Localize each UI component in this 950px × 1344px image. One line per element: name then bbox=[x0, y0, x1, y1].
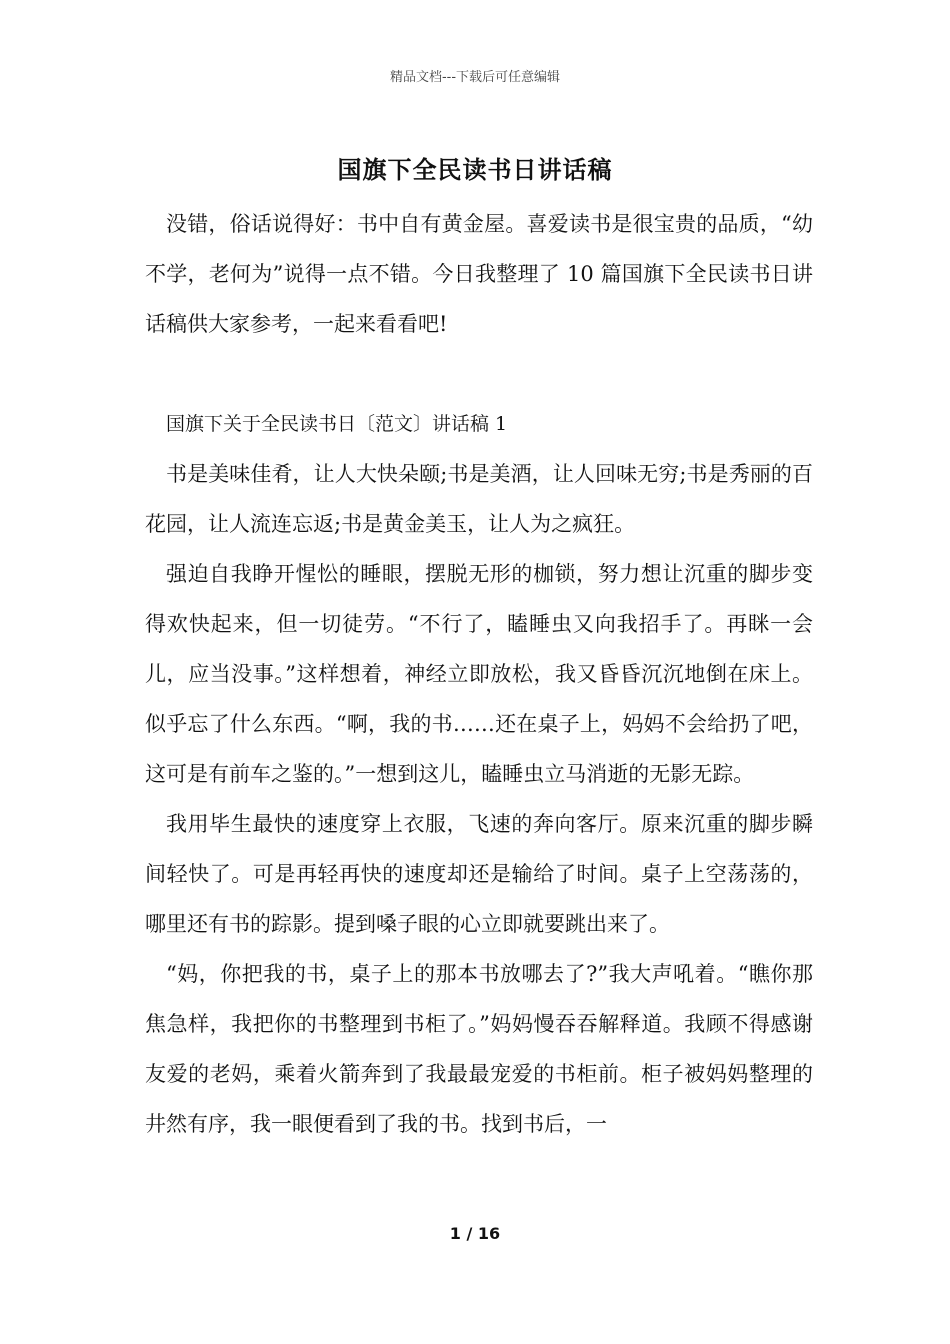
body-paragraph: 强迫自我睁开惺忪的睡眼，摆脱无形的枷锁，努力想让沉重的脚步变得欢快起来，但一切徒劳。“不行了，瞌睡虫又向我招手了。再眯一会儿，应当没事。”这样想着，神经立即放松，我又昏昏沉沉地倒在床上。似乎忘了什么东西。“啊，我的书……还在桌子上，妈妈不会给扔了吧，这可是有前车之鉴的。”一想到这儿，瞌睡虫立马消逝的无影无踪。 bbox=[145, 562, 813, 786]
body-paragraph: 书是美味佳肴，让人大快朵颐;书是美酒，让人回味无穷;书是秀丽的百花园，让人流连忘返;书是黄金美玉，让人为之疯狂。 bbox=[145, 462, 813, 536]
body-paragraph: 我用毕生最快的速度穿上衣服，飞速的奔向客厅。原来沉重的脚步瞬间轻快了。可是再轻再快的速度却还是输给了时间。桌子上空荡荡的，哪里还有书的踪影。提到嗓子眼的心立即就要跳出来了。 bbox=[145, 812, 813, 936]
intro-paragraph: 没错，俗话说得好：书中自有黄金屋。喜爱读书是很宝贵的品质，“幼不学，老何为”说得一点不错。今日我整理了 10 篇国旗下全民读书日讲话稿供大家参考，一起来看看吧! bbox=[145, 212, 813, 336]
paragraph-gap bbox=[145, 349, 813, 399]
document-body bbox=[145, 199, 813, 1149]
page-number: 1 / 16 bbox=[449, 1224, 501, 1243]
section-heading: 国旗下关于全民读书日〔范文〕讲话稿 1 bbox=[166, 413, 508, 435]
header-note: 精品文档---下载后可任意编辑 bbox=[389, 70, 561, 85]
body-paragraph: “妈，你把我的书，桌子上的那本书放哪去了?”我大声吼着。“瞧你那焦急样，我把你的书整理到书柜了。”妈妈慢吞吞解释道。我顾不得感谢友爱的老妈，乘着火箭奔到了我最最宠爱的书柜前。柜子被妈妈整理的井然有序，我一眼便看到了我的书。找到书后，一 bbox=[145, 962, 813, 1136]
document-title: 国旗下全民读书日讲话稿 bbox=[337, 156, 613, 184]
